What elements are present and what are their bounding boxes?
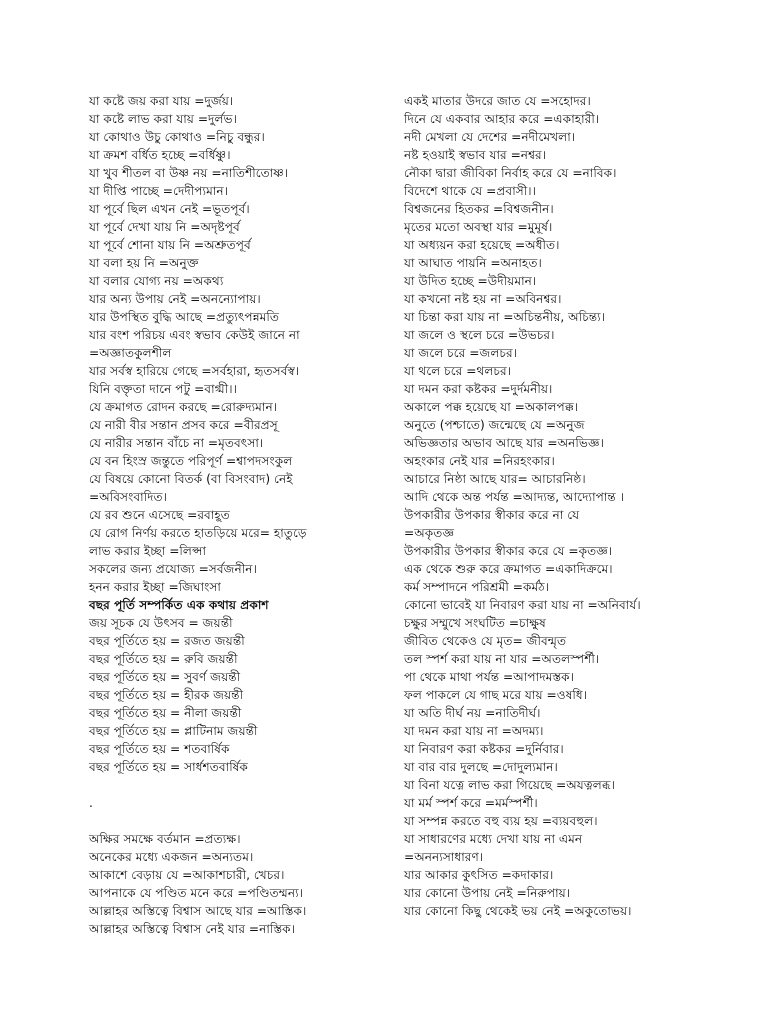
- text-line: ফল পাকলে যে গাছ মরে যায় =ওষধি।: [404, 688, 588, 702]
- text-line: যা জলে চরে =জলচর।: [404, 346, 518, 360]
- text-line: আদি থেকে অন্ত পর্যন্ত =আদ্যন্ত, আদ্যোপান্ত ।: [404, 490, 625, 504]
- text-line: যা মর্ম স্পর্শ করে =মর্মস্পর্শী।: [404, 796, 538, 810]
- text-line: যা খুব শীতল বা উষ্ণ নয় =নাতিশীতোষ্ণ।: [89, 166, 289, 180]
- text-line: আল্লাহর অস্তিত্বে বিশ্বাস নেই যার =নাস্তিক।: [89, 922, 296, 936]
- text-line: দিনে যে একবার আহার করে =একাহারী।: [404, 112, 600, 126]
- text-line: যা দীপ্তি পাচ্ছে =দেদীপ্যমান।: [89, 184, 229, 198]
- text-line: একই মাতার উদরে জাত যে =সহোদর।: [404, 94, 591, 108]
- text-line: যা ক্রমশ বর্ধিত হচ্ছে =বর্ধিষ্ণু।: [89, 148, 231, 162]
- text-line: =অনন্যসাধারণ।: [404, 850, 484, 864]
- text-line: যে রব শুনে এসেছে =রবাহূত: [89, 508, 230, 522]
- text-line: যার সর্বস্ব হারিয়ে গেছে =সর্বহারা, হৃতসর্বস্ব।: [89, 364, 300, 378]
- text-line: অনেকের মধ্যে একজন =অন্যতম।: [89, 850, 254, 864]
- text-line: যার উপস্থিত বুদ্ধি আছে =প্রত্যুৎপন্নমতি: [89, 310, 280, 324]
- text-line: যার কোনো উপায় নেই =নিরুপায়।: [404, 886, 571, 900]
- text-line: যে ক্রমাগত রোদন করছে =রোরুদ্যমান।: [89, 400, 278, 414]
- right-column: [404, 92, 734, 920]
- text-line: যা অতি দীর্ঘ নয় =নাতিদীর্ঘ।: [404, 706, 541, 720]
- text-line: নষ্ট হওয়াই স্বভাব যার =নশ্বর।: [404, 148, 547, 162]
- text-line: যে রোগ নির্ণয় করতে হাতড়িয়ে মরে= হাতুড়ে: [89, 526, 307, 540]
- text-line: অনুতে (পশ্চাতে) জন্মেছে যে =অনুজ: [404, 418, 585, 432]
- text-line: যে নারীর সন্তান বাঁচে না =মৃতবৎসা।: [89, 436, 264, 450]
- text-line: বছর পূর্তিতে হয় = প্লাটিনাম জয়ন্তী: [89, 724, 258, 738]
- text-line: বছর পূর্তিতে হয় = সুবর্ণ জয়ন্তী: [89, 670, 241, 684]
- text-line: যা কষ্টে জয় করা যায় =দুর্জয়।: [89, 94, 234, 108]
- text-line: আপনাকে যে পণ্ডিত মনে করে =পণ্ডিতম্মন্য।: [89, 886, 304, 900]
- text-line: অকালে পক্ক হয়েছে যা =অকালপক্ক।: [404, 400, 579, 414]
- text-line: বছর পূর্তিতে হয় = রুবি জয়ন্তী: [89, 652, 238, 666]
- text-line: যা চিন্তা করা যায় না =অচিন্তনীয়, অচিন্ত্য।: [404, 310, 606, 324]
- text-line: যা পূর্বে শোনা যায় নি =অশ্রুতপূর্ব: [89, 238, 251, 252]
- text-line: পা থেকে মাথা পর্যন্ত =আপাদমস্তক।: [404, 670, 575, 684]
- text-line: যার বংশ পরিচয় এবং স্বভাব কেউই জানে না: [89, 328, 300, 342]
- text-line: কোনো ভাবেই যা নিবারণ করা যায় না =অনিবার্য।: [404, 598, 641, 612]
- text-line: অক্ষির সমক্ষে বর্তমান =প্রত্যক্ষ।: [89, 832, 241, 846]
- text-line: বছর পূর্তিতে হয় = রজত জয়ন্তী: [89, 634, 245, 648]
- text-line: জীবিত থেকেও যে মৃত= জীবন্মৃত: [404, 634, 567, 648]
- text-line: যা পূর্বে ছিল এখন নেই =ভূতপূর্ব।: [89, 202, 250, 216]
- text-line: .: [89, 796, 93, 810]
- text-line: তল স্পর্শ করা যায় না যার =অতলস্পর্শী।: [404, 652, 600, 666]
- text-line: যা পূর্বে দেখা যায় নি =অদৃষ্টপূর্ব: [89, 220, 240, 234]
- text-line: যা উদিত হচ্ছে =উদীয়মান।: [404, 274, 537, 288]
- text-line: যার আকার কুৎসিত =কদাকার।: [404, 868, 554, 882]
- text-line: যা কোথাও উচু কোথাও =নিচু বন্ধুর।: [89, 130, 265, 144]
- text-line: যা নিবারণ করা কষ্টকর =দুর্নিবার।: [404, 742, 564, 756]
- text-line: চক্ষুর সম্মুখে সংঘটিত =চাক্ষুষ: [404, 616, 546, 630]
- text-line: যে বন হিংস্র জন্তুতে পরিপূর্ণ =শ্বাপদসংকুল: [89, 454, 293, 468]
- text-line: যিনি বক্তৃতা দানে পটু =বাগ্মী।।: [89, 382, 237, 396]
- text-line: সকলের জন্য প্রযোজ্য =সর্বজনীন।: [89, 562, 257, 576]
- left-column: [89, 92, 389, 938]
- text-line: বছর পূর্তিতে হয় = শতবার্ষিক: [89, 742, 230, 756]
- text-line: মৃতের মতো অবস্থা যার =মুমূর্ষ।: [404, 220, 553, 234]
- text-line: জয় সূচক যে উৎসব = জয়ন্তী: [89, 616, 233, 630]
- text-line: যা সাধারণের মধ্যে দেখা যায় না এমন: [404, 832, 583, 846]
- text-line: =অজ্ঞাতকুলশীল: [89, 346, 172, 360]
- text-line: অভিজ্ঞতার অভাব আছে যার =অনভিজ্ঞ।: [404, 436, 605, 450]
- text-line: যা দমন করা যায় না =অদম্য।: [404, 724, 544, 738]
- text-line: এক থেকে শুরু করে ক্রমাগত =একাদিক্রমে।: [404, 562, 613, 576]
- text-line: যা অধ্যয়ন করা হয়েছে =অধীত।: [404, 238, 560, 252]
- text-line: উপকারীর উপকার স্বীকার করে যে =কৃতজ্ঞ।: [404, 544, 613, 558]
- text-line: আকাশে বেড়ায় যে =আকাশচারী, খেচর।: [89, 868, 285, 882]
- text-line: =অবিসংবাদিত।: [89, 490, 168, 504]
- text-line: যা জলে ও স্থলে চরে =উভচর।: [404, 328, 555, 342]
- text-line: যে নারী বীর সন্তান প্রসব করে =বীরপ্রসূ: [89, 418, 278, 432]
- text-line: =অকৃতজ্ঞ: [404, 526, 455, 540]
- text-line: বছর পূর্তিতে হয় = সার্ধশতবার্ষিক: [89, 760, 248, 774]
- text-line: [89, 812, 389, 830]
- text-line: বিদেশে থাকে যে =প্রবাসী।।: [404, 184, 536, 198]
- text-line: উপকারীর উপকার স্বীকার করে না যে: [404, 508, 580, 522]
- text-line: [89, 776, 389, 794]
- text-line: যা কখনো নষ্ট হয় না =অবিনশ্বর।: [404, 292, 562, 306]
- text-line: যা বলা হয় নি =অনুক্ত: [89, 256, 199, 270]
- text-line: লাভ করার ইচ্ছা =লিপ্সা: [89, 544, 207, 558]
- text-line: যা বার বার দুলছে =দোদুল্যমান।: [404, 760, 558, 774]
- text-line: বছর পূর্তিতে হয় = হীরক জয়ন্তী: [89, 688, 244, 702]
- text-line: যা কষ্টে লাভ করা যায় =দুর্লভ।: [89, 112, 237, 126]
- text-line: যার অন্য উপায় নেই =অনন্যোপায়।: [89, 292, 261, 306]
- text-line: যা বিনা যত্নে লাভ করা গিয়েছে =অযত্নলব্ধ।: [404, 778, 615, 792]
- text-line: যা দমন করা কষ্টকর =দুর্দমনীয়।: [404, 382, 553, 396]
- text-line: অহংকার নেই যার =নিরহংকার।: [404, 454, 555, 468]
- text-line: বিশ্বজনের হিতকর =বিশ্বজনীন।: [404, 202, 554, 216]
- text-line: আচারে নিষ্ঠা আছে যার= আচারনিষ্ঠ।: [404, 472, 586, 486]
- text-line: কর্ম সম্পাদনে পরিশ্রমী =কর্মঠ।: [404, 580, 550, 594]
- text-line: যা থলে চরে =থলচর।: [404, 364, 512, 378]
- text-line: যা বলার যোগ্য নয় =অকথ্য: [89, 274, 224, 288]
- text-line: যার কোনো কিছু থেকেই ভয় নেই =অকুতোভয়।: [404, 904, 632, 918]
- text-line: যা আঘাত পায়নি =অনাহত।: [404, 256, 542, 270]
- text-line: হনন করার ইচ্ছা =জিঘাংসা: [89, 580, 221, 594]
- text-line: নদী মেখলা যে দেশের =নদীমেখলা।: [404, 130, 576, 144]
- text-line: যা সম্পন্ন করতে বহু ব্যয় হয় =ব্যয়বহুল।: [404, 814, 598, 828]
- text-line: আল্লাহর অস্তিত্বে বিশ্বাস আছে যার =আস্তিক।: [89, 904, 307, 918]
- text-line: যে বিষয়ে কোনো বিতর্ক (বা বিসংবাদ) নেই: [89, 472, 293, 486]
- section-heading: বছর পূর্তি সম্পর্কিত এক কথায় প্রকাশ: [89, 598, 269, 612]
- text-line: বছর পূর্তিতে হয় = নীলা জয়ন্তী: [89, 706, 242, 720]
- text-line: নৌকা দ্বারা জীবিকা নির্বাহ করে যে =নাবিক।: [404, 166, 617, 180]
